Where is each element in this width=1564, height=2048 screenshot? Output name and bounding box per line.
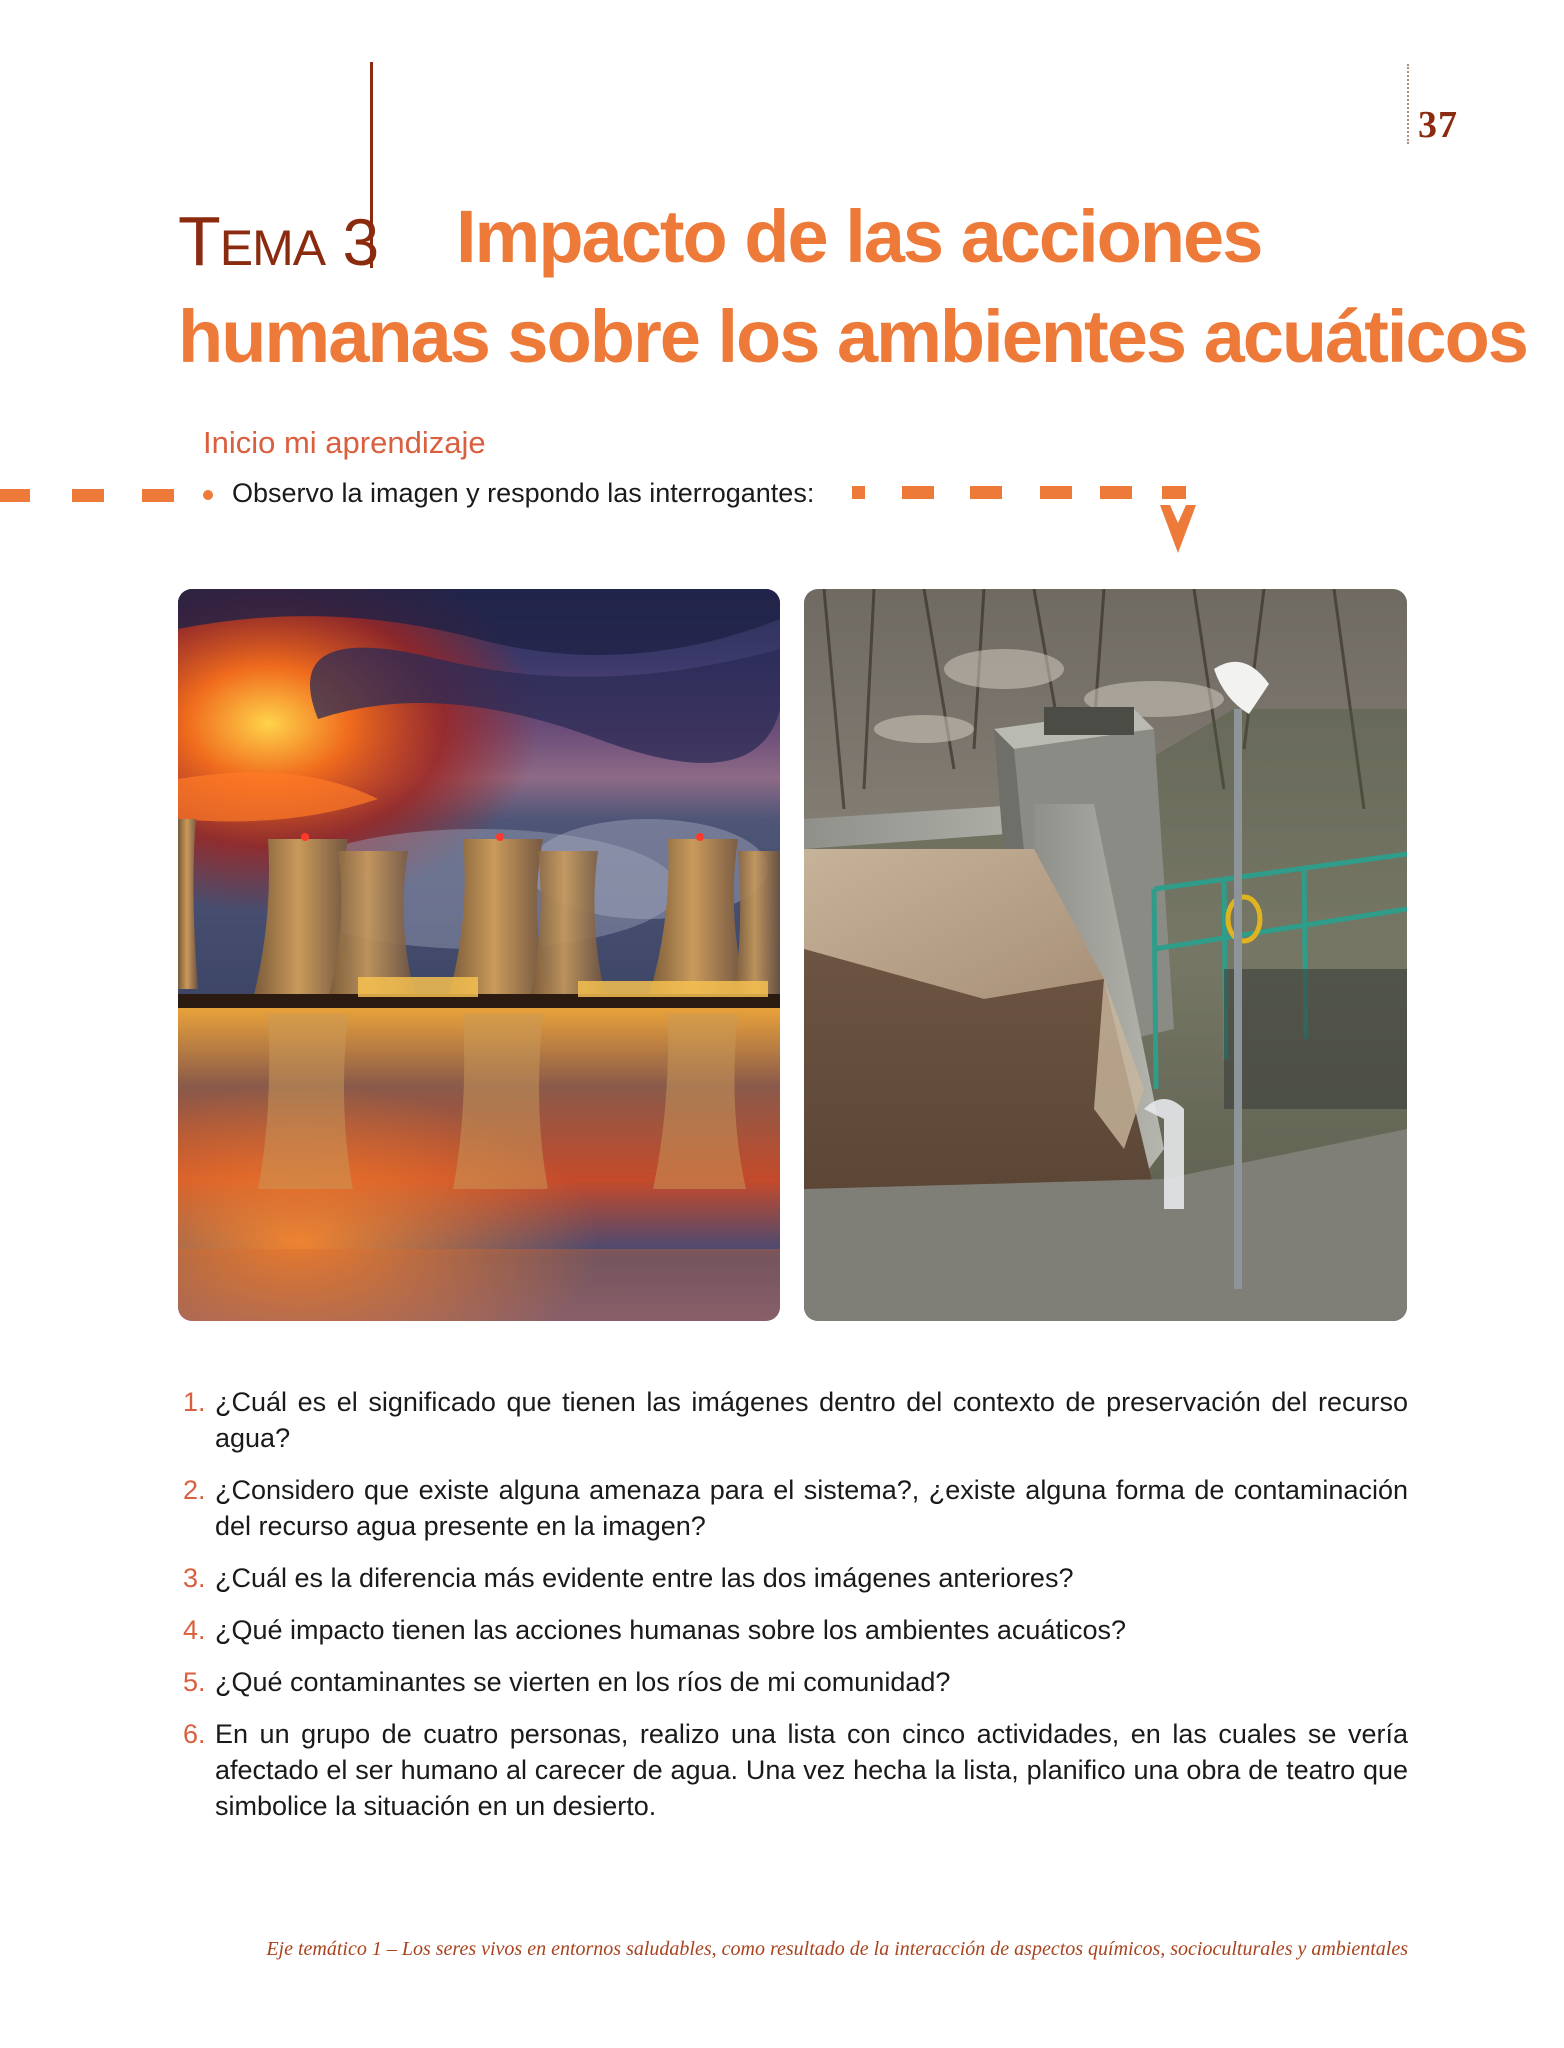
page-number-divider: [1407, 64, 1409, 144]
question-number: 3.: [183, 1563, 206, 1593]
page-title-line-2: humanas sobre los ambientes acuáticos: [178, 295, 1527, 378]
arrow-dash: [72, 489, 104, 502]
question-text: ¿Cuál es la diferencia más evidente entre las dos imágenes anteriores?: [215, 1563, 1074, 1593]
arrow-notch: [1170, 505, 1186, 523]
question-text: ¿Qué impacto tienen las acciones humanas sobre los ambientes acuáticos?: [215, 1615, 1126, 1645]
question-number: 5.: [183, 1667, 206, 1697]
arrow-dash: [1100, 486, 1132, 499]
question-number: 1.: [183, 1387, 206, 1417]
instruction-text: Observo la imagen y respondo las interrogantes:: [232, 478, 815, 508]
tema-number: 3: [325, 205, 379, 279]
power-plant-illustration: [178, 589, 780, 1321]
page-title-line-1: Impacto de las acciones: [456, 195, 1262, 278]
question-number: 6.: [183, 1719, 206, 1749]
question-item: [178, 1560, 1408, 1596]
wastewater-tank-photo: [804, 589, 1407, 1321]
question-text: ¿Considero que existe alguna amenaza para el sistema?, ¿existe alguna forma de contaminación del recurso agua presente en la imagen?: [215, 1475, 1408, 1541]
question-item: [178, 1612, 1408, 1648]
arrow-dash: [852, 486, 865, 499]
section-heading: Inicio mi aprendizaje: [203, 425, 486, 460]
bullet-icon: [203, 490, 213, 500]
arrow-dash: [142, 489, 174, 502]
question-item: [178, 1664, 1408, 1700]
question-text: ¿Cuál es el significado que tienen las imágenes dentro del contexto de preservación del recurso agua?: [215, 1387, 1408, 1453]
tema-label: [178, 202, 379, 280]
power-plant-photo: [178, 589, 780, 1321]
question-text: ¿Qué contaminantes se vierten en los ríos de mi comunidad?: [215, 1667, 951, 1697]
arrow-dash: [970, 486, 1002, 499]
tema-initial: T: [178, 202, 220, 280]
arrow-dash: [0, 489, 30, 502]
tema-word: EMA: [219, 220, 326, 276]
question-number: 4.: [183, 1615, 206, 1645]
arrow-dash: [902, 486, 934, 499]
question-list: [178, 1384, 1408, 1840]
question-item: [178, 1716, 1408, 1824]
page-number: 37: [1418, 104, 1458, 146]
arrow-dash: [1040, 486, 1072, 499]
question-text: En un grupo de cuatro personas, realizo una lista con cinco actividades, en las cuales se vería afectado el ser humano al carecer de agua. Una vez hecha la lista, planifico una obra de teatro que simbolice la situación en un desierto.: [215, 1719, 1408, 1821]
page-footer: Eje temático 1 – Los seres vivos en entornos saludables, como resultado de la interacción de aspectos químicos, socioculturales y ambientales: [266, 1938, 1408, 1960]
wastewater-tank-illustration: [804, 589, 1407, 1321]
question-number: 2.: [183, 1475, 206, 1505]
question-item: [178, 1384, 1408, 1456]
arrow-dash: [1162, 486, 1186, 499]
question-item: [178, 1472, 1408, 1544]
